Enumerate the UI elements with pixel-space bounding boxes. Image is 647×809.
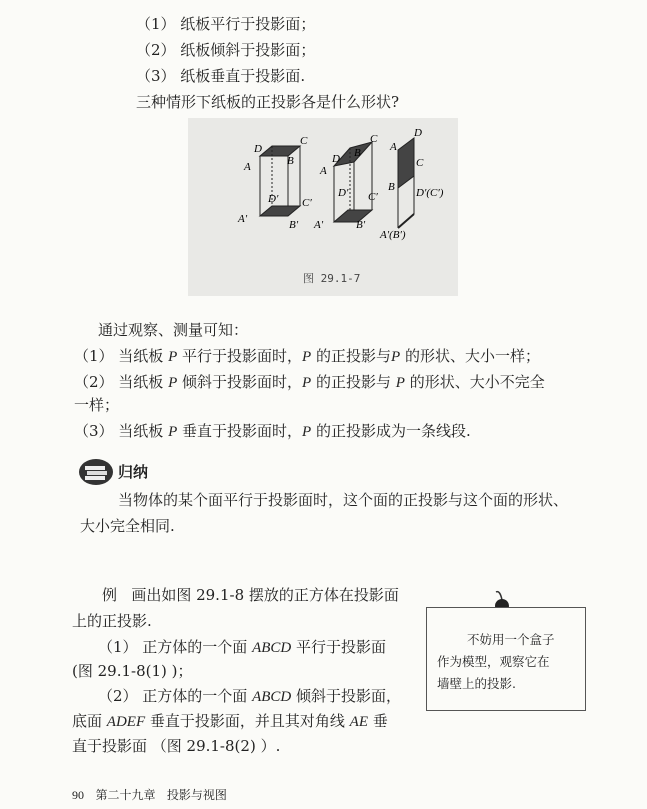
observe-item-2-c: 的正投影与 [311, 373, 396, 391]
example-line-3 [98, 637, 386, 658]
example-line-1-text: 画出如图 29.1-8 摆放的正方体在投影面 [131, 586, 399, 604]
label-B-3: B [388, 181, 395, 193]
side-note-line-3: 墙壁上的投影. [437, 676, 516, 691]
page-number: 90 [72, 788, 84, 802]
label-C: C [300, 135, 308, 147]
example-line-6-c: 垂 [367, 712, 388, 730]
example-line-5-a: （2） 正方体的一个面 [98, 687, 253, 705]
observe-item-2-b: 倾斜于投影面时， [177, 373, 303, 391]
var-ABCD: ABCD [252, 640, 292, 656]
label-DC: D′(C′) [416, 187, 444, 199]
label-A-3: A [390, 141, 397, 153]
example-line-7: 直于投影面 （图 29.1-8(2) ）. [72, 737, 281, 755]
summary-line-1: 当物体的某个面平行于投影面时，这个面的正投影与这个面的形状、 [118, 491, 569, 509]
var-P: P [302, 349, 312, 365]
example-line-2: 上的正投影. [72, 612, 152, 630]
example-line-3-a: （1） 正方体的一个面 [98, 638, 253, 656]
label-D-3: D [414, 127, 422, 139]
observe-item-3 [74, 421, 471, 442]
example-line-5 [98, 686, 401, 707]
observe-item-1-a: （1） 当纸板 [74, 347, 169, 365]
example-line-6 [72, 711, 388, 732]
label-B: B [287, 155, 294, 167]
label-D1: D′ [268, 193, 279, 205]
label-D: D [254, 143, 262, 155]
chapter-label: 第二十九章 [95, 788, 156, 802]
label-A1: A′ [238, 213, 248, 225]
label-A-2: A [320, 165, 327, 177]
label-C-3: C [416, 157, 424, 169]
example-line-6-a: 底面 [72, 712, 107, 730]
label-D-2: D [332, 153, 340, 165]
question-item-1: （1） 纸板平行于投影面； [136, 15, 316, 33]
observe-intro: 通过观察、测量可知： [98, 321, 249, 339]
observe-item-2 [74, 372, 545, 393]
var-P: P [395, 375, 405, 391]
question-item-2: （2） 纸板倾斜于投影面； [136, 41, 316, 59]
question-prompt: 三种情形下纸板的正投影各是什么形状? [136, 93, 400, 111]
label-C1: C′ [302, 197, 312, 209]
observe-item-1-d: 的形状、大小一样； [400, 347, 540, 365]
side-note-box [426, 607, 586, 711]
var-P: P [168, 375, 178, 391]
var-ADEF: ADEF [106, 714, 146, 730]
label-B1-2: B′ [356, 219, 366, 231]
observe-item-1-c: 的正投影与 [311, 347, 391, 365]
var-P: P [168, 349, 178, 365]
example-line-4: (图 29.1-8(1) )； [72, 662, 193, 680]
observe-item-2-a: （2） 当纸板 [74, 373, 169, 391]
observe-item-3-b: 垂直于投影面时， [177, 422, 303, 440]
example-line-5-b: 倾斜于投影面， [291, 687, 402, 705]
figure-caption: 图 29.1-7 [303, 272, 361, 285]
observe-item-2-d: 的形状、大小不完全 [404, 373, 545, 391]
var-AE: AE [349, 714, 368, 730]
var-P: P [302, 424, 312, 440]
question-item-3: （3） 纸板垂直于投影面. [136, 67, 306, 85]
example-line-3-b: 平行于投影面 [291, 638, 387, 656]
label-D1-2: D′ [338, 187, 349, 199]
chapter-title: 投影与视图 [166, 788, 227, 802]
side-note-line-1: 不妨用一个盒子 [467, 632, 555, 647]
example-label: 例 [102, 586, 118, 604]
var-P: P [391, 349, 401, 365]
book-stack-icon [78, 458, 114, 486]
observe-item-1 [74, 346, 540, 367]
summary-heading: 归纳 [118, 463, 149, 481]
label-C1-2: C′ [368, 191, 378, 203]
label-C-2: C [370, 133, 378, 145]
page-footer [72, 786, 227, 803]
observe-item-1-b: 平行于投影面时， [177, 347, 303, 365]
label-A: A [244, 161, 251, 173]
observe-item-3-a: （3） 当纸板 [74, 422, 169, 440]
observe-item-3-c: 的正投影成为一条线段. [311, 422, 471, 440]
label-AB: A′(B′) [380, 229, 406, 241]
observe-item-2-cont: 一样； [74, 396, 120, 414]
label-B1: B′ [289, 219, 299, 231]
summary-line-2: 大小完全相同. [80, 517, 175, 535]
side-note-line-2: 作为模型，观察它在 [437, 654, 550, 669]
example-line-1 [102, 585, 399, 605]
var-P: P [302, 375, 312, 391]
var-ABCD: ABCD [252, 689, 292, 705]
label-B-2: B [354, 147, 361, 159]
label-A1-2: A′ [314, 219, 324, 231]
var-P: P [168, 424, 178, 440]
example-line-6-b: 垂直于投影面，并且其对角线 [145, 712, 350, 730]
